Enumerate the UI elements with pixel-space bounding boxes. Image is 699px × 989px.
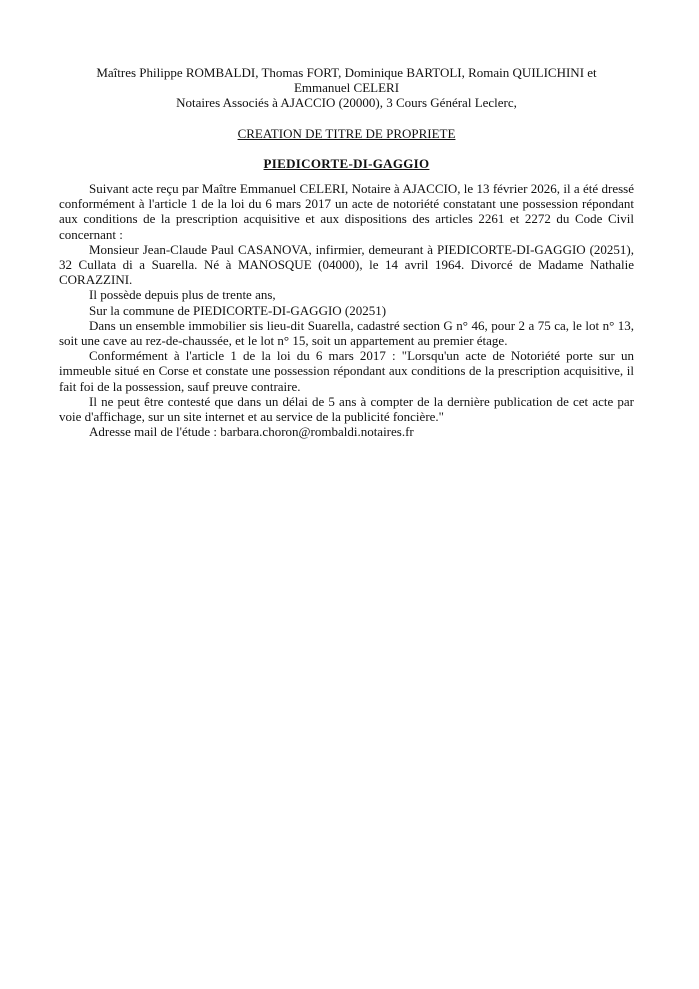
document-body: [59, 181, 634, 439]
document-content: [59, 65, 634, 439]
commune-title-text: PIEDICORTE-DI-GAGGIO: [263, 155, 430, 171]
paragraph-commune: Sur la commune de PIEDICORTE-DI-GAGGIO (20251): [89, 302, 387, 318]
paragraph-acte-recu: Suivant acte reçu par Maître Emmanuel CELERI, Notaire à AJACCIO, le 13 février 2026, il a été dressé conformément à l'article 1 de la loi du 6 mars 2017 un acte de notoriété constatant une possession répondant aux conditions de la prescription acquisitive et aux dispositions des articles 2261 et 2272 du Code Civil concernant :: [59, 181, 634, 242]
document-title: [59, 126, 634, 141]
paragraph-loi-2017: Conformément à l'article 1 de la loi du 6 mars 2017 : "Lorsqu'un acte de Notoriété porte sur un immeuble situé en Corse et constate une possession répondant aux conditions de la prescription acquisitive, il fait foi de la possession, sauf preuve contraire.: [59, 348, 634, 394]
paragraph-possesseur: Monsieur Jean-Claude Paul CASANOVA, infirmier, demeurant à PIEDICORTE-DI-GAGGIO (20251), 32 Cullata di a Suarella. Né à MANOSQUE (04000), le 14 avril 1964. Divorcé de Madame Nathalie CORAZZINI.: [59, 241, 634, 288]
notary-office-header: [59, 65, 634, 111]
commune-title: [59, 156, 634, 171]
paragraph-contestation: Il ne peut être contesté que dans un délai de 5 ans à compter de la dernière publication de cet acte par voie d'affichage, sur un site internet et au service de la publicité foncière.": [59, 393, 634, 425]
header-line-address: Notaires Associés à AJACCIO (20000), 3 Cours Général Leclerc,: [176, 95, 517, 111]
paragraph-duree-possession: Il possède depuis plus de trente ans,: [89, 287, 276, 303]
header-line-notaries-1: Maîtres Philippe ROMBALDI, Thomas FORT, Dominique BARTOLI, Romain QUILICHINI et: [96, 65, 597, 80]
paragraph-adresse-mail: Adresse mail de l'étude : barbara.choron@rombaldi.notaires.fr: [89, 424, 414, 440]
header-line-notaries-2: Emmanuel CELERI: [293, 80, 400, 96]
paragraph-immeuble: Dans un ensemble immobilier sis lieu-dit Suarella, cadastré section G n° 46, pour 2 a 75 ca, le lot n° 13, soit une cave au rez-de-chaussée, et le lot n° 15, soit un appartement au premier étage.: [59, 317, 634, 349]
document-title-text: CREATION DE TITRE DE PROPRIETE: [237, 125, 456, 141]
